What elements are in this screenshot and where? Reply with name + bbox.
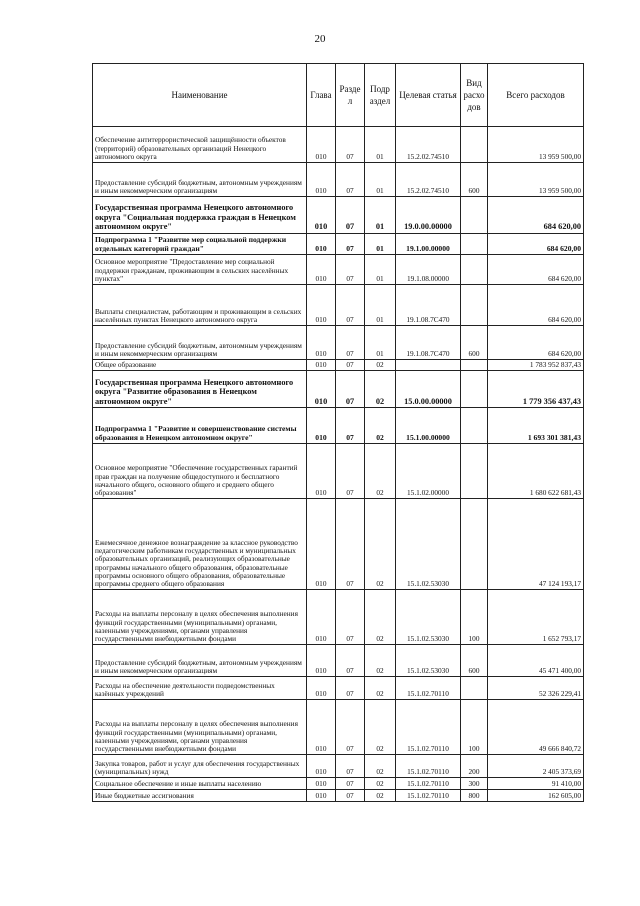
row-name: Расходы на выплаты персоналу в целях обеспечения выполнения функций государственными (муниципальными) органами, казенными учреждениями, органами управления государственными внебюджетными фондами (93, 590, 307, 645)
row-podrazdel: 02 (365, 677, 396, 700)
row-vid (461, 499, 488, 590)
table-row (93, 285, 584, 326)
row-razdel: 07 (336, 234, 365, 255)
row-total: 684 620,00 (488, 234, 584, 255)
row-podrazdel: 02 (365, 755, 396, 778)
row-razdel: 07 (336, 444, 365, 499)
budget-table (92, 63, 584, 802)
row-name: Ежемесячное денежное вознаграждение за классное руководство педагогическим работникам государственных и муниципальных образовательных организаций, реализующих образовательные программы начального общего образования, образовательные программы основного общего образования, образовательные программы среднего общего образования (93, 499, 307, 590)
row-vid: 300 (461, 778, 488, 790)
row-razdel: 07 (336, 677, 365, 700)
row-name: Расходы на выплаты персоналу в целях обеспечения выполнения функций государственными (муниципальными) органами, казенными учреждениями, органами управления государственными внебюджетными фондами (93, 700, 307, 755)
row-glava: 010 (307, 677, 336, 700)
row-total: 684 620,00 (488, 197, 584, 234)
row-celevaya: 15.2.02.74510 (396, 163, 461, 197)
row-total: 47 124 193,17 (488, 499, 584, 590)
row-celevaya: 15.1.02.70110 (396, 677, 461, 700)
row-glava: 010 (307, 127, 336, 163)
row-total: 13 959 500,00 (488, 163, 584, 197)
row-glava: 010 (307, 360, 336, 371)
row-podrazdel: 02 (365, 360, 396, 371)
row-glava: 010 (307, 499, 336, 590)
row-name: Основное мероприятие "Обеспечение государственных гарантий прав граждан на получение общедоступного и бесплатного начального общего, основного общего и среднего общего образования" (93, 444, 307, 499)
row-celevaya (396, 360, 461, 371)
table-body (93, 127, 584, 802)
row-vid (461, 197, 488, 234)
row-glava: 010 (307, 444, 336, 499)
row-total: 1 652 793,17 (488, 590, 584, 645)
row-vid: 600 (461, 326, 488, 360)
header-celevaya: Целевая статья (396, 64, 461, 127)
row-vid (461, 360, 488, 371)
row-total: 49 666 840,72 (488, 700, 584, 755)
row-podrazdel: 02 (365, 408, 396, 444)
row-celevaya: 15.1.00.00000 (396, 408, 461, 444)
row-name: Предоставление субсидий бюджетным, автономным учреждениям и иным некоммерческим организациям (93, 163, 307, 197)
row-glava: 010 (307, 285, 336, 326)
row-total: 1 693 301 381,43 (488, 408, 584, 444)
row-celevaya: 15.1.02.53030 (396, 645, 461, 677)
row-razdel: 07 (336, 326, 365, 360)
row-glava: 010 (307, 197, 336, 234)
row-vid (461, 444, 488, 499)
row-razdel: 07 (336, 778, 365, 790)
row-podrazdel: 02 (365, 371, 396, 408)
table-header (93, 64, 584, 127)
row-vid (461, 127, 488, 163)
row-podrazdel: 01 (365, 326, 396, 360)
table-row (93, 590, 584, 645)
row-podrazdel: 01 (365, 255, 396, 285)
row-glava: 010 (307, 700, 336, 755)
row-total: 684 620,00 (488, 255, 584, 285)
row-podrazdel: 02 (365, 590, 396, 645)
row-name: Государственная программа Ненецкого автономного округа "Развитие образования в Ненецком автономном округе" (93, 371, 307, 408)
table-row (93, 645, 584, 677)
row-total: 2 405 373,69 (488, 755, 584, 778)
row-vid (461, 255, 488, 285)
row-total: 162 605,00 (488, 790, 584, 802)
row-name: Социальное обеспечение и иные выплаты населению (93, 778, 307, 790)
row-razdel: 07 (336, 700, 365, 755)
row-vid (461, 285, 488, 326)
table-row (93, 255, 584, 285)
row-razdel: 07 (336, 790, 365, 802)
row-celevaya: 15.1.02.70110 (396, 790, 461, 802)
row-glava: 010 (307, 234, 336, 255)
row-razdel: 07 (336, 255, 365, 285)
row-vid: 600 (461, 645, 488, 677)
table-row (93, 234, 584, 255)
row-glava: 010 (307, 790, 336, 802)
row-razdel: 07 (336, 127, 365, 163)
header-row (93, 64, 584, 127)
page-number: 20 (314, 33, 326, 45)
row-razdel: 07 (336, 755, 365, 778)
header-razdel: Разде л (336, 64, 365, 127)
row-razdel: 07 (336, 285, 365, 326)
row-name: Предоставление субсидий бюджетным, автономным учреждениям и иным некоммерческим организациям (93, 645, 307, 677)
row-podrazdel: 01 (365, 163, 396, 197)
row-celevaya: 19.0.00.00000 (396, 197, 461, 234)
row-name: Подпрограмма 1 "Развитие и совершенствование системы образования в Ненецком автономном округе" (93, 408, 307, 444)
row-name: Обеспечение антитеррористической защищённости объектов (территорий) образовательных организаций Ненецкого автономного округа (93, 127, 307, 163)
row-celevaya: 19.1.08.7С470 (396, 285, 461, 326)
row-vid: 600 (461, 163, 488, 197)
row-razdel: 07 (336, 645, 365, 677)
header-podrazdel: Подр аздел (365, 64, 396, 127)
row-vid: 800 (461, 790, 488, 802)
row-celevaya: 19.1.00.00000 (396, 234, 461, 255)
table-row (93, 790, 584, 802)
row-podrazdel: 02 (365, 645, 396, 677)
row-podrazdel: 01 (365, 197, 396, 234)
row-razdel: 07 (336, 499, 365, 590)
row-celevaya: 19.1.08.00000 (396, 255, 461, 285)
row-razdel: 07 (336, 163, 365, 197)
row-vid: 100 (461, 590, 488, 645)
row-glava: 010 (307, 755, 336, 778)
row-total: 1 779 356 437,43 (488, 371, 584, 408)
row-name: Иные бюджетные ассигнования (93, 790, 307, 802)
row-glava: 010 (307, 590, 336, 645)
row-total: 91 410,00 (488, 778, 584, 790)
row-vid: 200 (461, 755, 488, 778)
header-name: Наименование (93, 64, 307, 127)
table-row (93, 444, 584, 499)
header-glava: Глава (307, 64, 336, 127)
row-name: Общее образование (93, 360, 307, 371)
row-vid: 100 (461, 700, 488, 755)
row-name: Закупка товаров, работ и услуг для обеспечения государственных (муниципальных) нужд (93, 755, 307, 778)
row-razdel: 07 (336, 590, 365, 645)
header-vid: Вид расхо дов (461, 64, 488, 127)
row-total: 13 959 500,00 (488, 127, 584, 163)
row-glava: 010 (307, 408, 336, 444)
table-row (93, 127, 584, 163)
row-celevaya: 15.1.02.53030 (396, 499, 461, 590)
row-glava: 010 (307, 645, 336, 677)
row-total: 684 620,00 (488, 285, 584, 326)
row-total: 1 680 622 681,43 (488, 444, 584, 499)
row-podrazdel: 01 (365, 127, 396, 163)
row-vid (461, 677, 488, 700)
table-row (93, 677, 584, 700)
row-vid (461, 408, 488, 444)
row-celevaya: 19.1.08.7С470 (396, 326, 461, 360)
table-row (93, 371, 584, 408)
row-podrazdel: 01 (365, 234, 396, 255)
table-row (93, 408, 584, 444)
table-row (93, 360, 584, 371)
row-vid (461, 371, 488, 408)
row-celevaya: 15.1.02.00000 (396, 444, 461, 499)
row-glava: 010 (307, 778, 336, 790)
row-name: Государственная программа Ненецкого автономного округа "Социальная поддержка граждан в Ненецком автономном округе" (93, 197, 307, 234)
row-glava: 010 (307, 326, 336, 360)
row-glava: 010 (307, 255, 336, 285)
table-row (93, 700, 584, 755)
row-name: Предоставление субсидий бюджетным, автономным учреждениям и иным некоммерческим организациям (93, 326, 307, 360)
row-podrazdel: 02 (365, 444, 396, 499)
row-name: Выплаты специалистам, работающим и проживающим в сельских населённых пунктах Ненецкого автономного округа (93, 285, 307, 326)
row-podrazdel: 02 (365, 499, 396, 590)
row-celevaya: 15.1.02.70110 (396, 755, 461, 778)
row-glava: 010 (307, 163, 336, 197)
row-total: 52 326 229,41 (488, 677, 584, 700)
table-row (93, 197, 584, 234)
row-podrazdel: 01 (365, 285, 396, 326)
row-razdel: 07 (336, 197, 365, 234)
row-celevaya: 15.0.00.00000 (396, 371, 461, 408)
row-podrazdel: 02 (365, 700, 396, 755)
row-celevaya: 15.1.02.70110 (396, 700, 461, 755)
row-name: Основное мероприятие "Предоставление мер социальной поддержки гражданам, проживающим в сельских населённых пунктах" (93, 255, 307, 285)
row-celevaya: 15.1.02.53030 (396, 590, 461, 645)
row-name: Расходы на обеспечение деятельности подведомственных казённых учреждений (93, 677, 307, 700)
table-row (93, 163, 584, 197)
row-razdel: 07 (336, 371, 365, 408)
row-glava: 010 (307, 371, 336, 408)
row-vid (461, 234, 488, 255)
table-row (93, 755, 584, 778)
row-name: Подпрограмма 1 "Развитие мер социальной поддержки отдельных категорий граждан" (93, 234, 307, 255)
row-celevaya: 15.2.02.74510 (396, 127, 461, 163)
row-razdel: 07 (336, 360, 365, 371)
table-row (93, 499, 584, 590)
header-total: Всего расходов (488, 64, 584, 127)
row-podrazdel: 02 (365, 778, 396, 790)
row-total: 684 620,00 (488, 326, 584, 360)
row-total: 45 471 400,00 (488, 645, 584, 677)
row-razdel: 07 (336, 408, 365, 444)
row-podrazdel: 02 (365, 790, 396, 802)
row-total: 1 783 952 837,43 (488, 360, 584, 371)
row-celevaya: 15.1.02.70110 (396, 778, 461, 790)
table-row (93, 326, 584, 360)
table-row (93, 778, 584, 790)
